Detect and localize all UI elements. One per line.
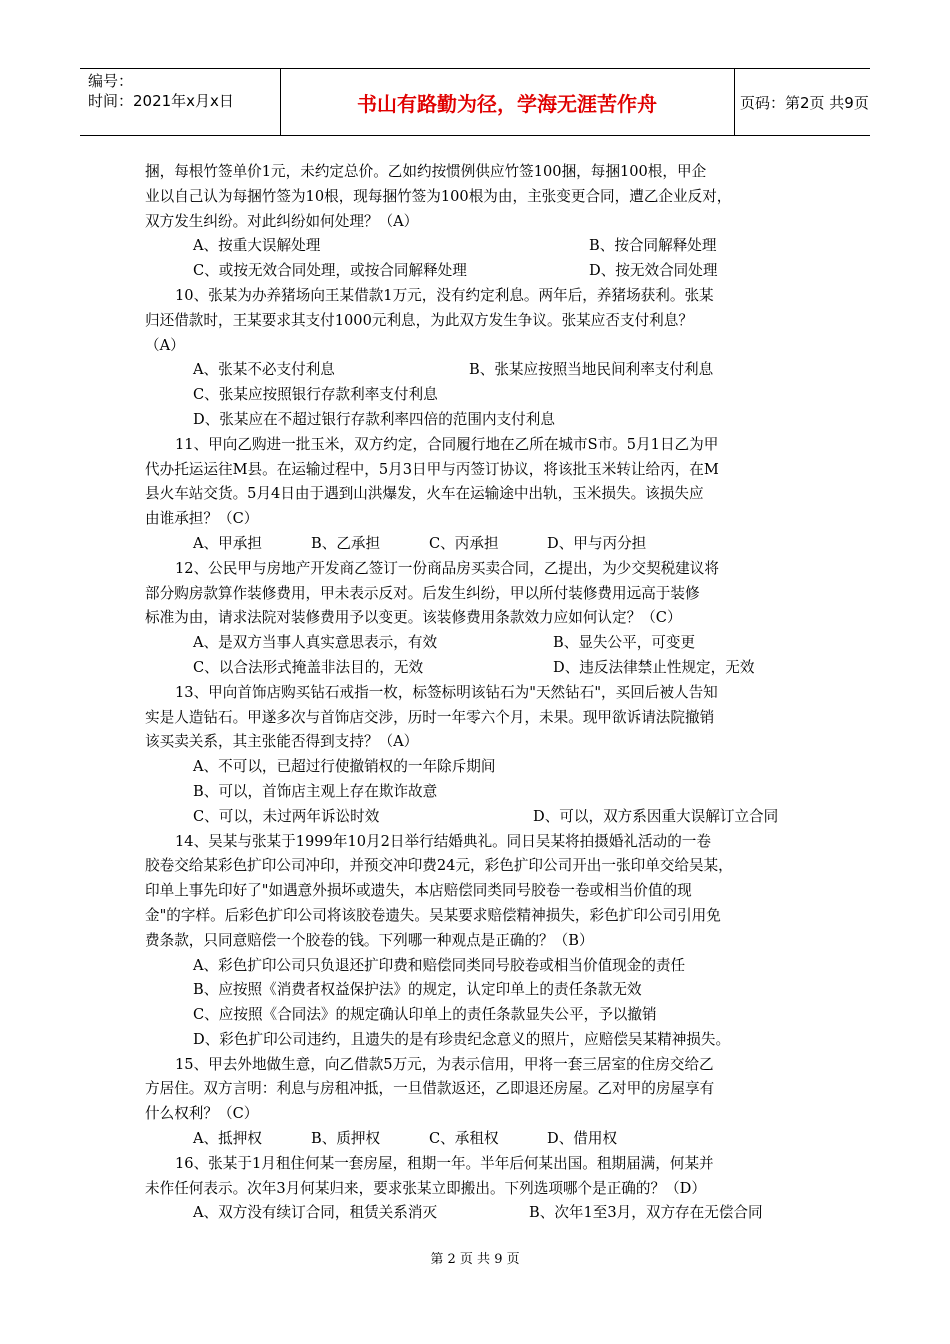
header-page-info: 页码：第2页 共9页 [740, 93, 869, 112]
text-line: 胶卷交给某彩色扩印公司冲印，并预交冲印费24元，彩色扩印公司开出一张印单交给吴某， [145, 857, 733, 875]
option-row [145, 1127, 813, 1152]
text-line: 印单上事先印好了"如遇意外损坏或遗失，本店赔偿同类同号胶卷一卷或相当价值的现 [145, 882, 692, 900]
option: A、抵押权 [193, 1130, 262, 1148]
option: D、彩色扩印公司违约，且遗失的是有珍贵纪念意义的照片，应赔偿吴某精神损失。 [193, 1030, 731, 1048]
question-line: 13、甲向首饰店购买钻石戒指一枚，标签标明该钻石为"天然钻石"，买回后被人告知 [175, 683, 718, 701]
question-line: 15、甲去外地做生意，向乙借款5万元，为表示信用，甲将一套三居室的住房交给乙 [175, 1055, 714, 1073]
option-row [145, 234, 813, 259]
option: B、应按照《消费者权益保护法》的规定，认定印单上的责任条款无效 [193, 981, 642, 999]
option: B、张某应按照当地民间利率支付利息 [469, 361, 714, 379]
text-line: 归还借款时，王某要求其支付1000元利息，为此双方发生争议。张某应否支付利息？ [145, 311, 693, 329]
option: C、丙承担 [429, 534, 499, 552]
option: A、是双方当事人真实意思表示，有效 [193, 634, 438, 652]
option: C、以合法形式掩盖非法目的，无效 [193, 658, 424, 676]
header-meta [88, 71, 278, 111]
text-line: 业以自己认为每捆竹签为10根，现每捆竹签为100根为由，主张变更合同，遭乙企业反对， [145, 187, 732, 205]
option: A、双方没有续订合同，租赁关系消灭 [193, 1204, 438, 1222]
option: B、乙承担 [311, 534, 381, 552]
option-row [145, 259, 813, 284]
option: C、张某应按照银行存款利率支付利息 [193, 386, 438, 404]
option: B、显失公平，可变更 [553, 634, 696, 652]
question-line: 11、甲向乙购进一批玉米，双方约定，合同履行地在乙所在城市S市。5月1日乙为甲 [175, 435, 719, 453]
option: D、可以，双方系因重大误解订立合同 [533, 807, 779, 825]
text-line: 方居住。双方言明：利息与房租冲抵，一旦借款返还，乙即退还房屋。乙对甲的房屋享有 [145, 1080, 715, 1098]
text-line: 由谁承担？（C） [145, 510, 259, 528]
page-footer: 第 2 页 共 9 页 [430, 1252, 520, 1267]
page-header [80, 68, 870, 136]
option: B、次年1至3月，双方存在无偿合同 [529, 1204, 763, 1222]
question-line: 14、吴某与张某于1999年10月2日举行结婚典礼。同日吴某将拍摄婚礼活动的一卷 [175, 832, 711, 850]
option: A、甲承担 [193, 534, 262, 552]
option-row [145, 358, 813, 383]
option: A、张某不必支付利息 [193, 361, 335, 379]
option: A、按重大误解处理 [193, 237, 321, 255]
text-line: 代办托运运往M县。在运输过程中，5月3日甲与丙签订协议，将该批玉米转让给丙，在M [145, 460, 719, 478]
option: A、彩色扩印公司只负退还扩印费和赔偿同类同号胶卷或相当价值现金的责任 [193, 956, 686, 974]
document-date: 时间：2021年x月x日 [88, 92, 234, 110]
question-line: 10、张某为办养猪场向王某借款1万元，没有约定利息。两年后，养猪场获利。张某 [175, 286, 714, 304]
option: C、应按照《合同法》的规定确认印单上的责任条款显失公平，予以撤销 [193, 1006, 657, 1024]
option: C、或按无效合同处理，或按合同解释处理 [193, 262, 467, 280]
question-line: 16、张某于1月租住何某一套房屋，租期一年。半年后何某出国。租期届满，何某并 [175, 1154, 714, 1172]
document-number-label: 编号： [88, 72, 134, 90]
text-line: 县火车站交货。5月4日由于遇到山洪爆发，火车在运输途中出轨，玉米损失。该损失应 [145, 485, 704, 503]
option: D、违反法律禁止性规定，无效 [553, 658, 755, 676]
option: D、借用权 [547, 1130, 618, 1148]
option: C、承租权 [429, 1130, 499, 1148]
text-line: 标准为由，请求法院对装修费用予以变更。该装修费用条款效力应如何认定？（C） [145, 609, 682, 627]
document-body [145, 160, 813, 1226]
text-line: 实是人造钻石。甲遂多次与首饰店交涉，历时一年零六个月，未果。现甲欲诉请法院撤销 [145, 708, 715, 726]
option-row [145, 805, 813, 830]
option-row [145, 631, 813, 656]
text-line: 什么权利？（C） [145, 1105, 259, 1123]
question-line: 12、公民甲与房地产开发商乙签订一份商品房买卖合同，乙提出，为少交契税建议将 [175, 559, 719, 577]
option: D、张某应在不超过银行存款利率四倍的范围内支付利息 [193, 410, 555, 428]
option-row [145, 656, 813, 681]
text-line: 捆，每根竹签单价1元，未约定总价。乙如约按惯例供应竹签100捆，每捆100根，甲企 [145, 163, 707, 180]
text-line: 未作任何表示。次年3月何某归来，要求张某立即搬出。下列选项哪个是正确的？（D） [145, 1179, 706, 1197]
header-motto: 书山有路勤为径，学海无涯苦作舟 [357, 91, 657, 116]
option-row [145, 1201, 813, 1226]
option: A、不可以，已超过行使撤销权的一年除斥期间 [193, 758, 496, 776]
option: D、按无效合同处理 [589, 262, 718, 280]
option: B、按合同解释处理 [589, 237, 717, 255]
text-line: 双方发生纠纷。对此纠纷如何处理？（A） [145, 212, 419, 230]
option: B、质押权 [311, 1130, 381, 1148]
text-line: 费条款，只同意赔偿一个胶卷的钱。下列哪一种观点是正确的？（B） [145, 931, 594, 949]
option: B、可以，首饰店主观上存在欺诈故意 [193, 782, 438, 800]
text-line: 部分购房款算作装修费用，甲未表示反对。后发生纠纷，甲以所付装修费用远高于装修 [145, 584, 700, 602]
header-divider [734, 69, 735, 135]
option: C、可以，未过两年诉讼时效 [193, 807, 380, 825]
option: D、甲与丙分担 [547, 534, 647, 552]
option-row [145, 532, 813, 557]
text-line: 该买卖关系，其主张能否得到支持？（A） [145, 733, 419, 751]
text-line: 金"的字样。后彩色扩印公司将该胶卷遗失。吴某要求赔偿精神损失，彩色扩印公司引用免 [145, 906, 721, 924]
text-line: （A） [145, 336, 185, 354]
